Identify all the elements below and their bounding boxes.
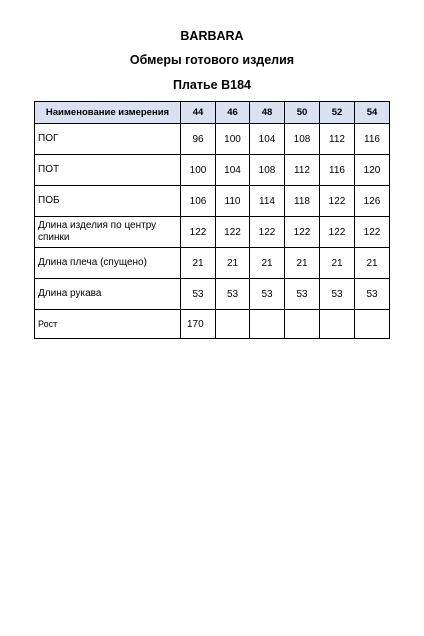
table-cell: 122 bbox=[181, 217, 216, 248]
table-cell: 21 bbox=[250, 248, 285, 279]
brand-name: BARBARA bbox=[180, 29, 244, 43]
header-size-46: 46 bbox=[216, 102, 250, 124]
row-label: Длина рукава bbox=[35, 279, 181, 310]
table-cell: 122 bbox=[216, 217, 250, 248]
header-size-50: 50 bbox=[285, 102, 320, 124]
table-row bbox=[35, 124, 390, 155]
header-size-52: 52 bbox=[320, 102, 355, 124]
row-label: ПОТ bbox=[35, 155, 181, 186]
table-cell: 53 bbox=[250, 279, 285, 310]
table-cell: 53 bbox=[181, 279, 216, 310]
model-name: Платье В184 bbox=[173, 78, 251, 92]
table-cell: 122 bbox=[355, 217, 390, 248]
row-label: ПОБ bbox=[35, 186, 181, 217]
table-cell: 21 bbox=[216, 248, 250, 279]
table-header-row bbox=[35, 102, 390, 124]
table-cell: 112 bbox=[285, 155, 320, 186]
header-measurement-name: Наименование измерения bbox=[35, 102, 181, 124]
table-cell: 53 bbox=[355, 279, 390, 310]
table-cell bbox=[250, 310, 285, 339]
table-row bbox=[35, 248, 390, 279]
table-cell: 110 bbox=[216, 186, 250, 217]
table-cell: 108 bbox=[285, 124, 320, 155]
table-cell: 118 bbox=[285, 186, 320, 217]
table-cell: 116 bbox=[355, 124, 390, 155]
table-cell: 100 bbox=[216, 124, 250, 155]
table-cell: 104 bbox=[250, 124, 285, 155]
table-row bbox=[35, 279, 390, 310]
table-cell: 114 bbox=[250, 186, 285, 217]
measurements-table bbox=[34, 101, 390, 339]
table-row bbox=[35, 217, 390, 248]
header-size-48: 48 bbox=[250, 102, 285, 124]
table-cell: 122 bbox=[320, 217, 355, 248]
table-cell: 100 bbox=[181, 155, 216, 186]
document-title: Обмеры готового изделия bbox=[129, 53, 295, 67]
table-cell: 122 bbox=[285, 217, 320, 248]
row-label: Рост bbox=[35, 310, 181, 339]
table-cell bbox=[216, 310, 250, 339]
table-cell: 53 bbox=[320, 279, 355, 310]
table-cell bbox=[320, 310, 355, 339]
table-cell: 53 bbox=[285, 279, 320, 310]
table-cell: 122 bbox=[320, 186, 355, 217]
table-cell bbox=[285, 310, 320, 339]
table-cell: 126 bbox=[355, 186, 390, 217]
table-cell: 122 bbox=[250, 217, 285, 248]
row-label: Длина изделия по центру спинки bbox=[35, 217, 181, 248]
table-cell: 112 bbox=[320, 124, 355, 155]
table-cell: 96 bbox=[181, 124, 216, 155]
header-size-54: 54 bbox=[355, 102, 390, 124]
table-row bbox=[35, 155, 390, 186]
table-row bbox=[35, 186, 390, 217]
row-label: ПОГ bbox=[35, 124, 181, 155]
table-cell: 120 bbox=[355, 155, 390, 186]
table-cell: 116 bbox=[320, 155, 355, 186]
table-cell: 170 bbox=[181, 310, 216, 339]
table-row bbox=[35, 310, 390, 339]
table-cell: 108 bbox=[250, 155, 285, 186]
table-cell: 104 bbox=[216, 155, 250, 186]
table-cell: 21 bbox=[355, 248, 390, 279]
table-cell: 53 bbox=[216, 279, 250, 310]
table-cell: 106 bbox=[181, 186, 216, 217]
header-size-44: 44 bbox=[181, 102, 216, 124]
table-cell: 21 bbox=[285, 248, 320, 279]
row-label: Длина плеча (спущено) bbox=[35, 248, 181, 279]
table-cell bbox=[355, 310, 390, 339]
table-cell: 21 bbox=[181, 248, 216, 279]
table-cell: 21 bbox=[320, 248, 355, 279]
